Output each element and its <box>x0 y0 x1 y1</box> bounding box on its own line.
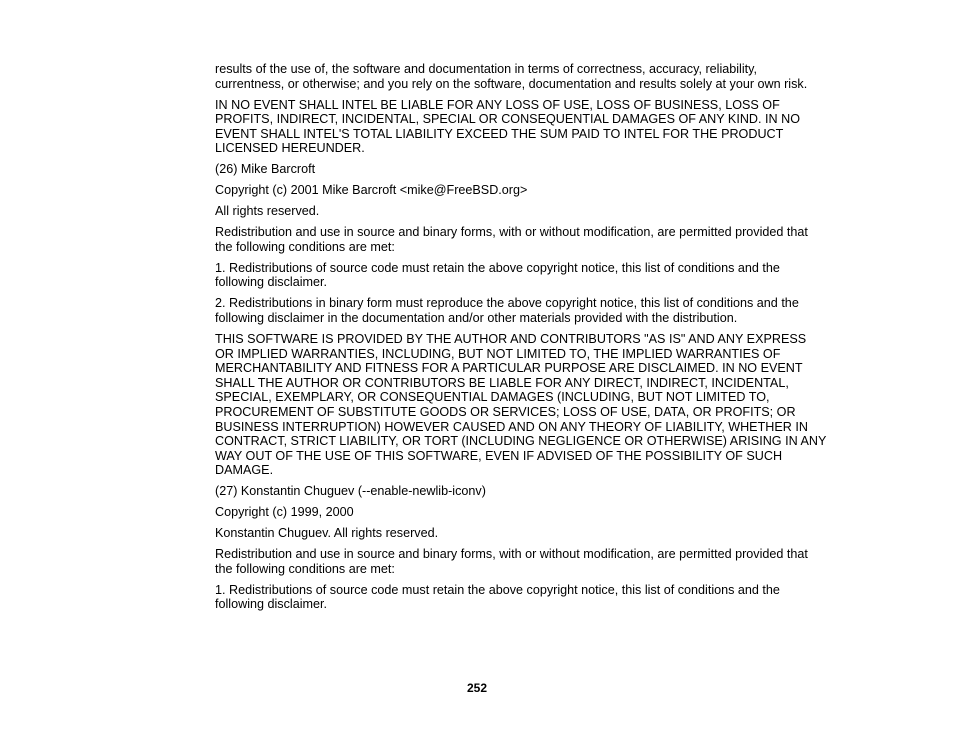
rights-reserved-line: All rights reserved. <box>215 204 320 219</box>
condition-2: 2. Redistributions in binary form must reproduce the above copyright notice, this list of conditions and the following disclaimer in the documentation and/or other materials provided with the distribution. <box>215 296 799 326</box>
redistribution-paragraph: Redistribution and use in source and binary forms, with or without modification, are permitted provided that the following conditions are met: <box>215 225 808 254</box>
condition-1: 1. Redistributions of source code must retain the above copyright notice, this list of conditions and the following disclaimer. <box>215 260 780 290</box>
paragraph-intel-results: results of the use of, the software and documentation in terms of correctness, accuracy, reliability, currentness, or otherwise; and you rely on the software, documentation and results solely at your own risk. <box>215 62 808 91</box>
copyright-line: Copyright (c) 1999, 2000 <box>215 505 354 520</box>
rights-reserved-line: Konstantin Chuguev. All rights reserved. <box>215 526 439 541</box>
paragraph-intel-liability: IN NO EVENT SHALL INTEL BE LIABLE FOR ANY LOSS OF USE, LOSS OF BUSINESS, LOSS OF PROFITS, INDIRECT, INCIDENTAL, SPECIAL OR CONSEQUENTIAL DAMAGES OF ANY KIND. IN NO EVENT SHALL INTEL'S TOTAL LIABILITY EXCEED THE SUM PAID TO INTEL FOR THE PRODUCT LICENSED HEREUNDER. <box>215 97 801 156</box>
disclaimer-paragraph: THIS SOFTWARE IS PROVIDED BY THE AUTHOR AND CONTRIBUTORS "AS IS" AND ANY EXPRESS OR IMPLIED WARRANTIES, INCLUDING, BUT NOT LIMITED TO, THE IMPLIED WARRANTIES OF MERCHANTABILITY AND FITNESS FOR A PARTICULAR PURPOSE ARE DISCLAIMED. IN NO EVENT SHALL THE AUTHOR OR CONTRIBUTORS BE LIABLE FOR ANY DIRECT, INDIRECT, INCIDENTAL, SPECIAL, EXEMPLARY, OR CONSEQUENTIAL DAMAGES (INCLUDING, BUT NOT LIMITED TO, PROCUREMENT OF SUBSTITUTE GOODS OR SERVICES; LOSS OF USE, DATA, OR PROFITS; OR BUSINESS INTERRUPTION) HOWEVER CAUSED AND ON ANY THEORY OF LIABILITY, WHETHER IN CONTRACT, STRICT LIABILITY, OR TORT (INCLUDING NEGLIGENCE OR OTHERWISE) ARISING IN ANY WAY OUT OF THE USE OF THIS SOFTWARE, EVEN IF ADVISED OF THE POSSIBILITY OF SUCH DAMAGE. <box>215 332 827 478</box>
redistribution-paragraph: Redistribution and use in source and binary forms, with or without modification, are permitted provided that the following conditions are met: <box>215 547 808 576</box>
page-number: 252 <box>466 681 488 695</box>
document-body <box>215 62 827 618</box>
condition-1: 1. Redistributions of source code must retain the above copyright notice, this list of conditions and the following disclaimer. <box>215 582 780 612</box>
section-heading-konstantin-chuguev: (27) Konstantin Chuguev (--enable-newlib-iconv) <box>215 484 486 499</box>
copyright-line: Copyright (c) 2001 Mike Barcroft <mike@FreeBSD.org> <box>215 183 528 198</box>
section-heading-mike-barcroft: (26) Mike Barcroft <box>215 162 316 177</box>
